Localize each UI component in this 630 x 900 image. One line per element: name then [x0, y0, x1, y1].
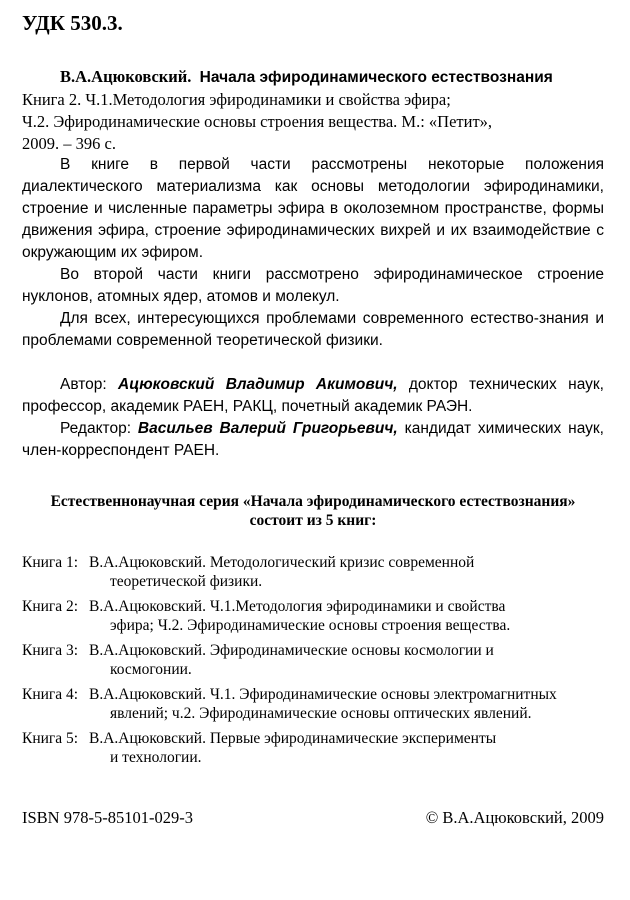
description-paragraph-2: Во второй части книги рассмотрено эфиродинамическое строение нуклонов, атомных ядер, атомов и молекул.	[22, 266, 604, 305]
book-line-1: В.А.Ацюковский. Ч.1. Эфиродинамические основы электромагнитных	[89, 686, 557, 703]
book-list	[22, 553, 612, 773]
book-number: Книга 3:	[22, 642, 79, 659]
author-name: Ацюковский Владимир Акимович,	[118, 376, 398, 393]
book-number: Книга 1:	[22, 554, 79, 571]
editor-name: Васильев Валерий Григорьевич,	[137, 420, 398, 437]
reference-line-3: Ч.2. Эфиродинамические основы строения вещества. М.: «Петит»,	[22, 112, 493, 131]
udk-code: УДК 530.3.	[22, 11, 123, 35]
author-credentials: доктор технических наук, профессор, академик РАЕН, РАКЦ, почетный академик РАЭН.	[22, 376, 604, 415]
description-block-3	[22, 308, 604, 352]
book-number: Книга 4:	[22, 686, 79, 703]
list-item	[22, 685, 612, 723]
book-line-2: явлений; ч.2. Эфиродинамические основы оптических явлений.	[110, 705, 532, 722]
description-block-2	[22, 264, 604, 308]
description-block-1	[22, 154, 604, 264]
list-item	[22, 729, 612, 767]
copyright: © В.А.Ацюковский, 2009	[425, 808, 604, 827]
list-item	[22, 597, 612, 635]
series-heading	[22, 492, 604, 530]
list-item	[22, 553, 612, 591]
book-line-1: В.А.Ацюковский. Первые эфиродинамические эксперименты	[89, 730, 497, 747]
book-line-1: В.А.Ацюковский. Методологический кризис современной	[89, 554, 475, 571]
description-paragraph-3: Для всех, интересующихся проблемами современного естество-знания и проблемами современной теоретической физики.	[22, 310, 604, 349]
reference-title: Начала эфиродинамического естествознания	[199, 69, 553, 86]
book-line-2: теоретической физики.	[110, 573, 263, 590]
isbn: ISBN 978-5-85101-029-3	[22, 808, 193, 827]
author-info	[22, 374, 604, 418]
series-heading-line-2: состоит из 5 книг:	[249, 512, 377, 529]
editor-info	[22, 418, 604, 462]
reference-author: В.А.Ацюковский.	[60, 67, 192, 86]
author-label: Автор:	[60, 376, 107, 393]
book-line-2: и технологии.	[110, 749, 202, 766]
description-paragraph-1: В книге в первой части рассмотрены некоторые положения диалектического материализма как основы методологии эфиродинамики, строение и численные параметры эфира в околоземном пространстве, формы движения эфира, строение эфиродинамических вихрей и их взаимодействие с окружающим их эфиром.	[22, 156, 604, 261]
bibliographic-reference	[22, 66, 604, 155]
book-line-2: эфира; Ч.2. Эфиродинамические основы строения вещества.	[110, 617, 511, 634]
book-number: Книга 5:	[22, 730, 79, 747]
editor-credentials: кандидат химических наук, член-корреспондент РАЕН.	[22, 420, 604, 459]
reference-line-2: Книга 2. Ч.1.Методология эфиродинамики и свойства эфира;	[22, 90, 451, 109]
book-line-1: В.А.Ацюковский. Эфиродинамические основы космологии и	[89, 642, 494, 659]
reference-line-4: 2009. – 396 с.	[22, 134, 116, 153]
editor-label: Редактор:	[60, 420, 132, 437]
list-item	[22, 641, 612, 679]
book-number: Книга 2:	[22, 598, 79, 615]
book-line-2: космогонии.	[110, 661, 192, 678]
series-heading-line-1: Естественнонаучная серия «Начала эфиродинамического естествознания»	[50, 493, 576, 510]
book-line-1: В.А.Ацюковский. Ч.1.Методология эфиродинамики и свойства	[89, 598, 506, 615]
